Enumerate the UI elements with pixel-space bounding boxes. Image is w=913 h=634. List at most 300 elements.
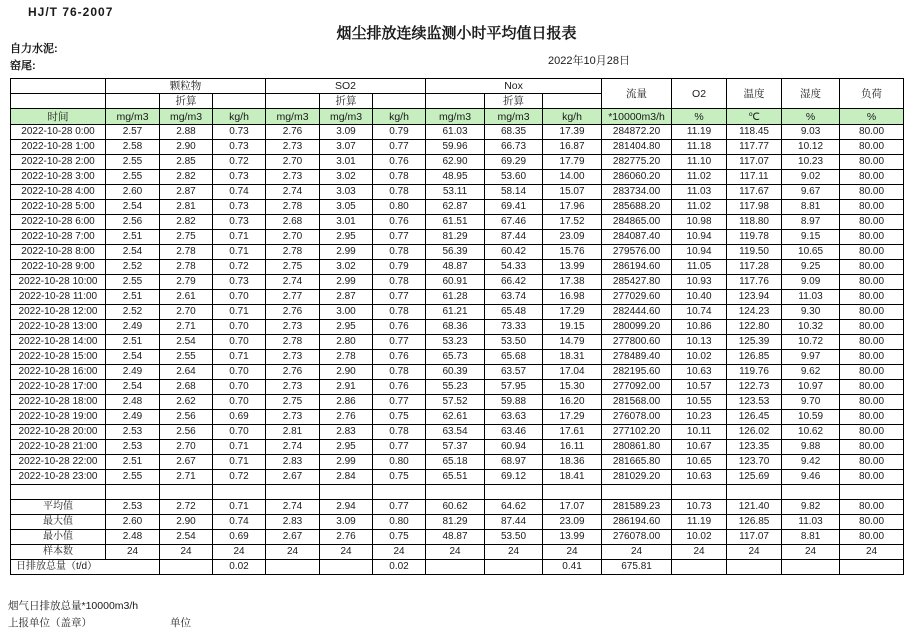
value-cell: 16.11 — [543, 440, 602, 455]
value-cell: 2.68 — [160, 380, 213, 395]
value-cell: 2.54 — [106, 350, 160, 365]
value-cell: 24 — [213, 545, 266, 560]
value-cell: 0.76 — [373, 155, 426, 170]
value-cell: 8.97 — [782, 215, 840, 230]
value-cell: 0.69 — [213, 530, 266, 545]
value-cell: 65.18 — [426, 455, 485, 470]
value-cell: 2.76 — [266, 305, 320, 320]
value-cell: 80.00 — [840, 350, 904, 365]
value-cell: 2.90 — [160, 515, 213, 530]
value-cell: 80.00 — [840, 425, 904, 440]
value-cell: 276078.00 — [602, 530, 672, 545]
value-cell: 23.09 — [543, 515, 602, 530]
data-row — [11, 290, 904, 305]
value-cell: 18.31 — [543, 350, 602, 365]
value-cell: 0.80 — [373, 455, 426, 470]
value-cell: 3.02 — [320, 170, 373, 185]
value-cell: 17.38 — [543, 275, 602, 290]
value-cell: 117.11 — [727, 170, 782, 185]
value-cell: 9.09 — [782, 275, 840, 290]
summary-row — [11, 500, 904, 515]
value-cell: 69.12 — [485, 470, 543, 485]
value-cell: 123.94 — [727, 290, 782, 305]
time-cell: 2022-10-28 2:00 — [11, 155, 106, 170]
value-cell: 0.71 — [213, 440, 266, 455]
value-cell: 0.76 — [373, 320, 426, 335]
value-cell: 2.62 — [160, 395, 213, 410]
value-cell: 80.00 — [840, 125, 904, 140]
value-cell: 10.98 — [672, 215, 727, 230]
value-cell: 2.55 — [106, 155, 160, 170]
empty-cell — [11, 79, 106, 94]
value-cell: 16.87 — [543, 140, 602, 155]
value-cell: 11.19 — [672, 515, 727, 530]
empty-cell — [602, 485, 672, 500]
empty-cell — [266, 485, 320, 500]
value-cell: 66.42 — [485, 275, 543, 290]
time-cell: 2022-10-28 6:00 — [11, 215, 106, 230]
value-cell: 2.51 — [106, 230, 160, 245]
value-cell: 0.70 — [213, 365, 266, 380]
unit-cell: kg/h — [373, 109, 426, 125]
value-cell: 80.00 — [840, 170, 904, 185]
data-row — [11, 470, 904, 485]
value-cell: 2.83 — [266, 515, 320, 530]
unit-cell: % — [840, 109, 904, 125]
value-cell: 3.01 — [320, 155, 373, 170]
value-cell: 0.71 — [213, 500, 266, 515]
value-cell: 0.70 — [213, 395, 266, 410]
value-cell: 2.78 — [320, 350, 373, 365]
value-cell: 2.75 — [160, 230, 213, 245]
value-cell: 80.00 — [840, 440, 904, 455]
value-cell: 3.03 — [320, 185, 373, 200]
value-cell: 0.71 — [213, 245, 266, 260]
value-cell: 2.71 — [160, 470, 213, 485]
value-cell: 2.73 — [266, 140, 320, 155]
value-cell: 11.19 — [672, 125, 727, 140]
value-cell: 0.79 — [373, 260, 426, 275]
value-cell: 2.82 — [160, 170, 213, 185]
value-cell: 2.70 — [266, 230, 320, 245]
value-cell: 126.45 — [727, 410, 782, 425]
value-cell: 2.52 — [106, 305, 160, 320]
value-cell: 0.70 — [213, 425, 266, 440]
value-cell: 0.71 — [213, 350, 266, 365]
value-cell: 80.00 — [840, 245, 904, 260]
value-cell: 80.00 — [840, 275, 904, 290]
time-cell: 2022-10-28 10:00 — [11, 275, 106, 290]
value-cell: 10.74 — [672, 305, 727, 320]
empty-cell — [213, 94, 266, 109]
value-cell: 62.90 — [426, 155, 485, 170]
time-cell: 2022-10-28 19:00 — [11, 410, 106, 425]
value-cell: 80.00 — [840, 320, 904, 335]
value-cell: 0.78 — [373, 275, 426, 290]
value-cell: 2.68 — [266, 215, 320, 230]
value-cell: 17.52 — [543, 215, 602, 230]
value-cell: 286060.20 — [602, 170, 672, 185]
value-cell: 62.87 — [426, 200, 485, 215]
data-row — [11, 305, 904, 320]
value-cell: 0.72 — [213, 470, 266, 485]
empty-cell — [11, 485, 106, 500]
value-cell: 3.00 — [320, 305, 373, 320]
flow-total-note: 烟气日排放总量*10000m3/h — [8, 600, 139, 612]
value-cell: 80.00 — [840, 515, 904, 530]
value-cell: 9.70 — [782, 395, 840, 410]
value-cell: 69.41 — [485, 200, 543, 215]
value-cell: 9.03 — [782, 125, 840, 140]
unit-cell: ℃ — [727, 109, 782, 125]
value-cell: 68.97 — [485, 455, 543, 470]
value-cell: 15.07 — [543, 185, 602, 200]
value-cell: 284872.20 — [602, 125, 672, 140]
value-cell: 276078.00 — [602, 410, 672, 425]
value-cell: 17.79 — [543, 155, 602, 170]
value-cell: 24 — [106, 545, 160, 560]
value-cell: 2.83 — [320, 425, 373, 440]
value-cell: 10.65 — [672, 455, 727, 470]
data-row — [11, 140, 904, 155]
value-cell: 60.39 — [426, 365, 485, 380]
value-cell: 2.81 — [160, 200, 213, 215]
value-cell: 10.40 — [672, 290, 727, 305]
value-cell: 0.72 — [213, 155, 266, 170]
value-cell: 2.74 — [266, 500, 320, 515]
value-cell: 8.81 — [782, 530, 840, 545]
value-cell: 87.44 — [485, 230, 543, 245]
empty-cell — [426, 94, 485, 109]
pm-group-header: 颗粒物 — [106, 79, 266, 94]
time-header: 时间 — [11, 109, 106, 125]
value-cell: 122.73 — [727, 380, 782, 395]
time-cell: 2022-10-28 8:00 — [11, 245, 106, 260]
value-cell: 2.73 — [266, 320, 320, 335]
unit-cell: mg/m3 — [426, 109, 485, 125]
value-cell: 10.73 — [672, 500, 727, 515]
value-cell: 0.79 — [373, 125, 426, 140]
value-cell: 24 — [672, 545, 727, 560]
value-cell: 80.00 — [840, 140, 904, 155]
empty-cell — [485, 485, 543, 500]
value-cell: 2.73 — [266, 350, 320, 365]
value-cell: 675.81 — [602, 560, 672, 575]
value-cell: 126.85 — [727, 515, 782, 530]
value-cell: 61.28 — [426, 290, 485, 305]
report-unit-label: 上报单位（盖章） — [8, 617, 92, 629]
value-cell: 2.78 — [266, 245, 320, 260]
value-cell: 80.00 — [840, 365, 904, 380]
value-cell: 9.46 — [782, 470, 840, 485]
value-cell: 2.99 — [320, 275, 373, 290]
time-cell: 2022-10-28 20:00 — [11, 425, 106, 440]
time-cell: 2022-10-28 14:00 — [11, 335, 106, 350]
value-cell: 2.95 — [320, 230, 373, 245]
value-cell: 282195.60 — [602, 365, 672, 380]
value-cell: 67.46 — [485, 215, 543, 230]
value-cell: 16.20 — [543, 395, 602, 410]
data-row — [11, 245, 904, 260]
value-cell: 13.99 — [543, 260, 602, 275]
value-cell: 3.05 — [320, 200, 373, 215]
value-cell: 10.63 — [672, 365, 727, 380]
value-cell: 80.00 — [840, 470, 904, 485]
value-cell: 2.54 — [106, 200, 160, 215]
value-cell: 2.56 — [160, 425, 213, 440]
value-cell: 117.28 — [727, 260, 782, 275]
value-cell — [160, 560, 213, 575]
value-cell: 2.79 — [160, 275, 213, 290]
value-cell: 285427.80 — [602, 275, 672, 290]
value-cell: 10.57 — [672, 380, 727, 395]
value-cell: 59.96 — [426, 140, 485, 155]
value-cell: 281568.00 — [602, 395, 672, 410]
value-cell: 53.50 — [485, 335, 543, 350]
time-cell: 2022-10-28 5:00 — [11, 200, 106, 215]
summary-row — [11, 515, 904, 530]
value-cell: 17.29 — [543, 305, 602, 320]
time-cell: 2022-10-28 18:00 — [11, 395, 106, 410]
value-cell: 2.55 — [160, 350, 213, 365]
value-cell: 55.23 — [426, 380, 485, 395]
value-cell: 3.07 — [320, 140, 373, 155]
so2-converted-label: 折算 — [320, 94, 373, 109]
value-cell: 57.37 — [426, 440, 485, 455]
value-cell: 80.00 — [840, 155, 904, 170]
value-cell: 2.54 — [106, 380, 160, 395]
value-cell: 125.39 — [727, 335, 782, 350]
flow-header: 流量 — [602, 79, 672, 109]
value-cell: 10.02 — [672, 350, 727, 365]
value-cell: 118.80 — [727, 215, 782, 230]
value-cell: 0.78 — [373, 185, 426, 200]
value-cell: 0.71 — [213, 230, 266, 245]
unit-cell: mg/m3 — [160, 109, 213, 125]
value-cell: 63.57 — [485, 365, 543, 380]
value-cell: 65.73 — [426, 350, 485, 365]
value-cell: 9.30 — [782, 305, 840, 320]
value-cell: 48.87 — [426, 530, 485, 545]
value-cell: 18.41 — [543, 470, 602, 485]
value-cell: 24 — [602, 545, 672, 560]
value-cell — [840, 560, 904, 575]
data-rows — [11, 125, 904, 575]
report-date: 2022年10月28日 — [548, 55, 630, 67]
value-cell: 10.11 — [672, 425, 727, 440]
value-cell: 19.15 — [543, 320, 602, 335]
value-cell: 2.78 — [266, 335, 320, 350]
unit-cell: mg/m3 — [320, 109, 373, 125]
value-cell — [782, 560, 840, 575]
value-cell: 277029.60 — [602, 290, 672, 305]
empty-cell — [160, 485, 213, 500]
time-cell: 2022-10-28 22:00 — [11, 455, 106, 470]
value-cell: 0.78 — [373, 245, 426, 260]
value-cell: 10.32 — [782, 320, 840, 335]
value-cell: 284087.40 — [602, 230, 672, 245]
value-cell: 63.74 — [485, 290, 543, 305]
value-cell: 10.94 — [672, 230, 727, 245]
value-cell: 10.12 — [782, 140, 840, 155]
value-cell: 0.74 — [213, 185, 266, 200]
value-cell: 2.94 — [320, 500, 373, 515]
value-cell: 0.71 — [213, 305, 266, 320]
value-cell: 286194.60 — [602, 515, 672, 530]
value-cell: 24 — [160, 545, 213, 560]
value-cell: 11.03 — [672, 185, 727, 200]
value-cell: 15.76 — [543, 245, 602, 260]
value-cell: 118.45 — [727, 125, 782, 140]
value-cell: 0.77 — [373, 500, 426, 515]
value-cell: 24 — [543, 545, 602, 560]
value-cell: 10.72 — [782, 335, 840, 350]
o2-header: O2 — [672, 79, 727, 109]
value-cell: 2.90 — [160, 140, 213, 155]
company-label: 自力水泥: — [10, 43, 58, 55]
value-cell: 2.78 — [266, 200, 320, 215]
value-cell: 10.94 — [672, 245, 727, 260]
load-header: 负荷 — [840, 79, 904, 109]
nox-converted-label: 折算 — [485, 94, 543, 109]
value-cell: 53.23 — [426, 335, 485, 350]
value-cell: 60.42 — [485, 245, 543, 260]
value-cell: 0.77 — [373, 140, 426, 155]
value-cell: 2.75 — [266, 260, 320, 275]
unit-cell: kg/h — [213, 109, 266, 125]
value-cell: 10.62 — [782, 425, 840, 440]
value-cell: 60.94 — [485, 440, 543, 455]
value-cell: 0.75 — [373, 470, 426, 485]
value-cell: 119.78 — [727, 230, 782, 245]
value-cell: 80.00 — [840, 215, 904, 230]
time-cell: 2022-10-28 9:00 — [11, 260, 106, 275]
time-cell: 2022-10-28 13:00 — [11, 320, 106, 335]
value-cell: 3.09 — [320, 515, 373, 530]
data-row — [11, 230, 904, 245]
value-cell: 17.04 — [543, 365, 602, 380]
empty-cell — [543, 485, 602, 500]
time-cell: 2022-10-28 17:00 — [11, 380, 106, 395]
value-cell: 283734.00 — [602, 185, 672, 200]
value-cell: 65.48 — [485, 305, 543, 320]
value-cell: 0.70 — [213, 290, 266, 305]
summary-label: 最小值 — [11, 530, 106, 545]
value-cell: 48.95 — [426, 170, 485, 185]
value-cell: 9.88 — [782, 440, 840, 455]
doc-code: HJ/T 76-2007 — [28, 5, 114, 19]
value-cell: 63.63 — [485, 410, 543, 425]
value-cell: 0.73 — [213, 140, 266, 155]
value-cell: 2.74 — [266, 275, 320, 290]
empty-cell — [782, 485, 840, 500]
value-cell: 13.99 — [543, 530, 602, 545]
data-row — [11, 335, 904, 350]
unit-cell: *10000m3/h — [602, 109, 672, 125]
value-cell: 53.11 — [426, 185, 485, 200]
value-cell: 61.03 — [426, 125, 485, 140]
value-cell: 117.67 — [727, 185, 782, 200]
data-row — [11, 410, 904, 425]
value-cell: 9.02 — [782, 170, 840, 185]
data-row — [11, 440, 904, 455]
value-cell: 11.02 — [672, 200, 727, 215]
value-cell: 2.54 — [106, 245, 160, 260]
value-cell: 48.87 — [426, 260, 485, 275]
value-cell: 10.23 — [672, 410, 727, 425]
value-cell: 2.48 — [106, 395, 160, 410]
value-cell: 277800.60 — [602, 335, 672, 350]
value-cell: 24 — [727, 545, 782, 560]
value-cell: 2.60 — [106, 185, 160, 200]
value-cell: 17.07 — [543, 500, 602, 515]
time-cell: 2022-10-28 0:00 — [11, 125, 106, 140]
value-cell: 3.01 — [320, 215, 373, 230]
data-row — [11, 275, 904, 290]
value-cell — [426, 560, 485, 575]
value-cell: 0.77 — [373, 395, 426, 410]
value-cell: 2.53 — [106, 440, 160, 455]
unit-cell: kg/h — [543, 109, 602, 125]
value-cell: 62.61 — [426, 410, 485, 425]
value-cell: 0.73 — [213, 125, 266, 140]
value-cell: 0.73 — [213, 200, 266, 215]
empty-cell — [426, 485, 485, 500]
value-cell: 0.74 — [213, 515, 266, 530]
value-cell: 24 — [266, 545, 320, 560]
value-cell: 17.96 — [543, 200, 602, 215]
value-cell: 278489.40 — [602, 350, 672, 365]
value-cell: 11.18 — [672, 140, 727, 155]
value-cell: 9.82 — [782, 500, 840, 515]
value-cell: 2.80 — [320, 335, 373, 350]
value-cell: 2.73 — [266, 410, 320, 425]
unit-cell: mg/m3 — [485, 109, 543, 125]
value-cell — [266, 560, 320, 575]
value-cell: 2.74 — [266, 185, 320, 200]
value-cell: 286194.60 — [602, 260, 672, 275]
value-cell: 87.44 — [485, 515, 543, 530]
value-cell: 2.99 — [320, 455, 373, 470]
value-cell: 0.77 — [373, 440, 426, 455]
value-cell: 2.87 — [160, 185, 213, 200]
value-cell: 11.03 — [782, 515, 840, 530]
value-cell: 65.68 — [485, 350, 543, 365]
value-cell: 64.62 — [485, 500, 543, 515]
value-cell: 2.61 — [160, 290, 213, 305]
value-cell: 73.33 — [485, 320, 543, 335]
value-cell: 0.69 — [213, 410, 266, 425]
value-cell: 0.73 — [213, 275, 266, 290]
empty-cell — [840, 485, 904, 500]
value-cell: 2.76 — [320, 410, 373, 425]
time-cell: 2022-10-28 21:00 — [11, 440, 106, 455]
value-cell: 0.78 — [373, 170, 426, 185]
value-cell: 2.53 — [106, 425, 160, 440]
daily-total-label: 日排放总量（t/d） — [11, 560, 160, 575]
value-cell: 2.67 — [266, 530, 320, 545]
value-cell: 2.55 — [106, 275, 160, 290]
data-row — [11, 320, 904, 335]
empty-cell — [672, 485, 727, 500]
value-cell: 24 — [485, 545, 543, 560]
value-cell: 2.67 — [160, 455, 213, 470]
time-cell: 2022-10-28 15:00 — [11, 350, 106, 365]
value-cell: 65.51 — [426, 470, 485, 485]
value-cell: 2.83 — [266, 455, 320, 470]
value-cell: 2.49 — [106, 320, 160, 335]
value-cell: 9.15 — [782, 230, 840, 245]
